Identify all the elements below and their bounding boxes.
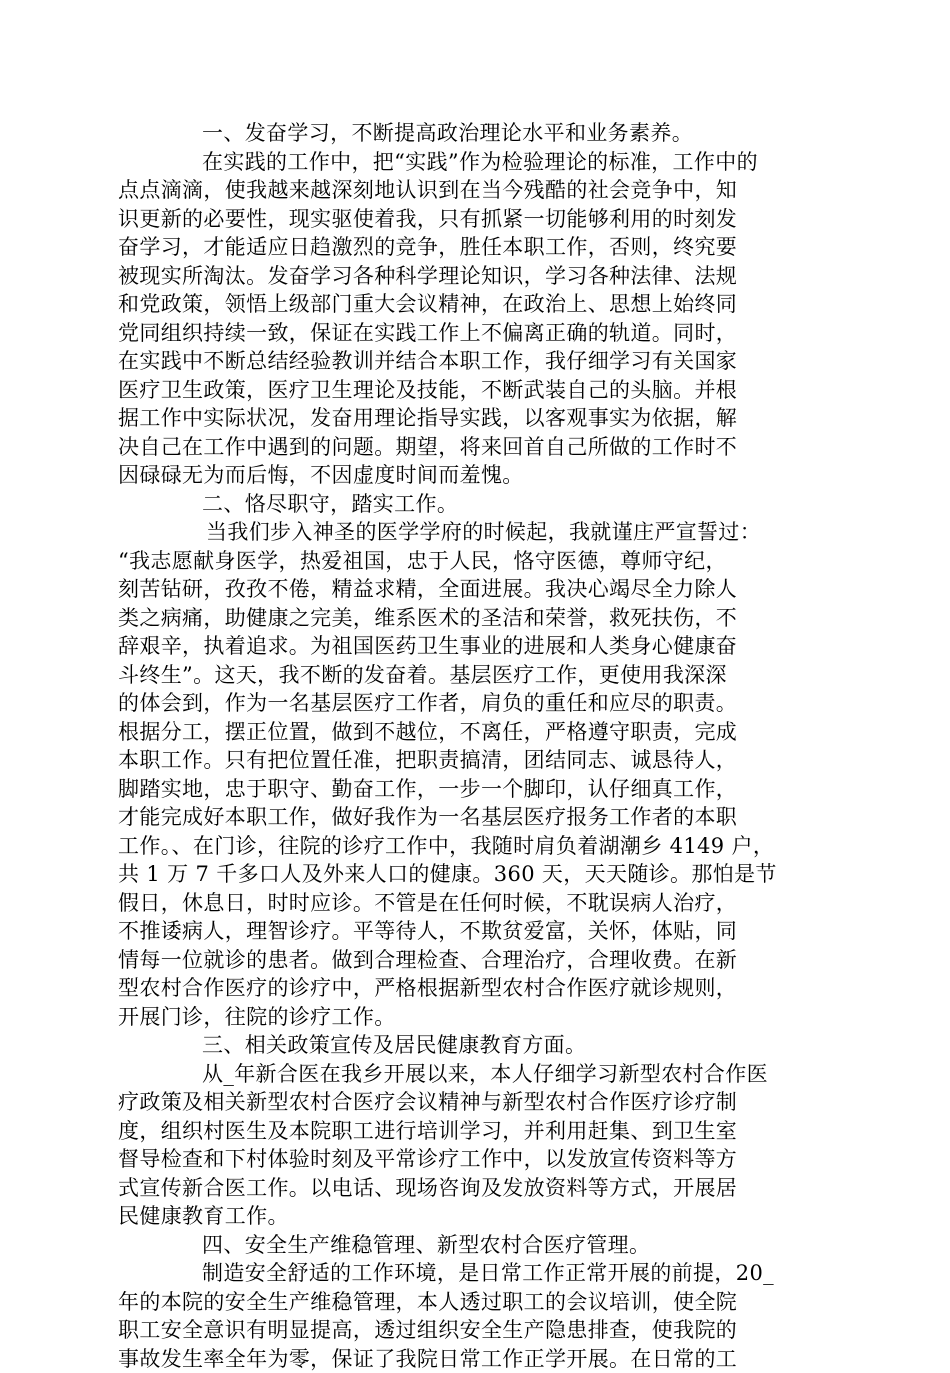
- paragraph-line: 根据分工，摆正位置，做到不越位，不离任，严格遵守职责，完成: [118, 718, 830, 747]
- paragraph-line: 事故发生率全年为零，保证了我院日常工作正学开展。在日常的工: [118, 1345, 830, 1373]
- paragraph-line: 式宣传新合医工作。以电话、现场咨询及发放资料等方式，开展居: [118, 1174, 830, 1203]
- paragraph-line: 假日，休息日，时时应诊。不管是在任何时候，不耽误病人治疗，: [118, 889, 830, 918]
- paragraph-line: 年的本院的安全生产维稳管理，本人透过职工的会议培训，使全院: [118, 1288, 830, 1317]
- paragraph-line: 型农村合作医疗的诊疗中，严格根据新型农村合作医疗就诊规则，: [118, 974, 830, 1003]
- paragraph-line: 被现实所淘汰。发奋学习各种科学理论知识，学习各种法律、法规: [118, 262, 830, 291]
- paragraph-line: 督导检查和下村体验时刻及平常诊疗工作中，以发放宣传资料等方: [118, 1145, 830, 1174]
- section-heading-3: 三、相关政策宣传及居民健康教育方面。: [118, 1031, 830, 1060]
- paragraph-line: 工作。、在门诊，往院的诊疗工作中，我随时肩负着湖潮乡 4149 户，: [118, 832, 830, 861]
- paragraph-line: 据工作中实际状况，发奋用理论指导实践，以客观事实为依据，解: [118, 404, 830, 433]
- paragraph-line: 情每一位就诊的患者。做到合理检查、合理治疗，合理收费。在新: [118, 946, 830, 975]
- paragraph-line: 民健康教育工作。: [118, 1202, 830, 1231]
- paragraph-line: 疗政策及相关新型农村合医疗会议精神与新型农村合作医疗诊疗制: [118, 1088, 830, 1117]
- paragraph-line: 从_年新合医在我乡开展以来，本人仔细学习新型农村合作医: [118, 1060, 830, 1089]
- paragraph-line: 决自己在工作中遇到的问题。期望，将来回首自己所做的工作时不: [118, 433, 830, 462]
- section-heading-4: 四、安全生产维稳管理、新型农村合医疗管理。: [118, 1231, 830, 1260]
- paragraph-line: 因碌碌无为而后悔，不因虚度时间而羞愧。: [118, 461, 830, 490]
- paragraph-line: 在实践中不断总结经验教训并结合本职工作，我仔细学习有关国家: [118, 347, 830, 376]
- paragraph-line: 斗终生”。这天，我不断的发奋着。基层医疗工作，更使用我深深: [118, 661, 830, 690]
- paragraph-line: 点点滴滴，使我越来越深刻地认识到在当今残酷的社会竞争中，知: [118, 176, 830, 205]
- paragraph-line: 类之病痛，助健康之完美，维系医术的圣洁和荣誉，救死扶伤，不: [118, 604, 830, 633]
- paragraph-line: 当我们步入神圣的医学学府的时候起，我就谨庄严宣誓过：: [118, 518, 830, 547]
- paragraph-line: 识更新的必要性，现实驱使着我，只有抓紧一切能够利用的时刻发: [118, 205, 830, 234]
- paragraph-line: 不推诿病人，理智诊疗。平等待人，不欺贫爱富，关怀，体贴，同: [118, 917, 830, 946]
- paragraph-line: 才能完成好本职工作，做好我作为一名基层医疗报务工作者的本职: [118, 803, 830, 832]
- paragraph-line: 的体会到，作为一名基层医疗工作者，肩负的重任和应尽的职责。: [118, 689, 830, 718]
- paragraph-line: 辞艰辛，执着追求。为祖国医药卫生事业的进展和人类身心健康奋: [118, 632, 830, 661]
- paragraph-line: “我志愿献身医学，热爱祖国，忠于人民，恪守医德，尊师守纪，: [118, 547, 830, 576]
- paragraph-line: 在实践的工作中，把“实践”作为检验理论的标准，工作中的: [118, 148, 830, 177]
- paragraph-line: 脚踏实地，忠于职守、勤奋工作，一步一个脚印，认仔细真工作，: [118, 775, 830, 804]
- section-heading-2: 二、恪尽职守，踏实工作。: [118, 490, 830, 519]
- paragraph-line: 本职工作。只有把位置任准，把职责搞清，团结同志、诚恳待人，: [118, 746, 830, 775]
- paragraph-line: 医疗卫生政策，医疗卫生理论及技能，不断武装自己的头脑。并根: [118, 376, 830, 405]
- paragraph-line: 共 1 万 7 千多口人及外来人口的健康。360 天，天天随诊。那怕是节: [118, 860, 830, 889]
- paragraph-line: 奋学习，才能适应日趋激烈的竞争，胜任本职工作，否则，终究要: [118, 233, 830, 262]
- document-body: [118, 119, 830, 1373]
- paragraph-line: 开展门诊，往院的诊疗工作。: [118, 1003, 830, 1032]
- paragraph-line: 度，组织村医生及本院职工进行培训学习，并利用赶集、到卫生室: [118, 1117, 830, 1146]
- section-heading-1: 一、发奋学习，不断提高政治理论水平和业务素养。: [118, 119, 830, 148]
- paragraph-line: 党同组织持续一致，保证在实践工作上不偏离正确的轨道。同时，: [118, 319, 830, 348]
- paragraph-line: 制造安全舒适的工作环境，是日常工作正常开展的前提，20_: [118, 1259, 830, 1288]
- paragraph-line: 和党政策，领悟上级部门重大会议精神，在政治上、思想上始终同: [118, 290, 830, 319]
- paragraph-line: 职工安全意识有明显提高，透过组织安全生产隐患排查，使我院的: [118, 1316, 830, 1345]
- paragraph-line: 刻苦钻研，孜孜不倦，精益求精，全面进展。我决心竭尽全力除人: [118, 575, 830, 604]
